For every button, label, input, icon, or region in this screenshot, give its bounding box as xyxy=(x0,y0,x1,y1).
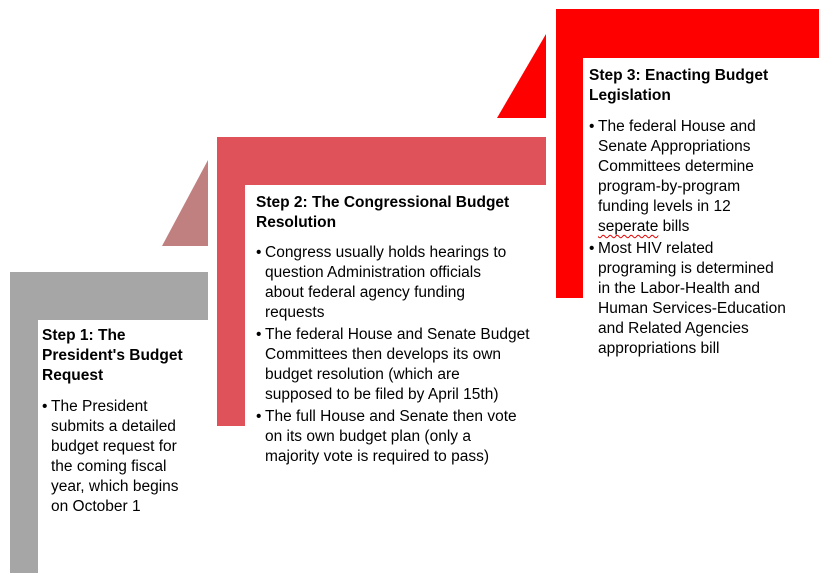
step3-bullet-text-tail: bills xyxy=(658,218,690,235)
step2-bullet-list xyxy=(256,243,556,469)
bullet-icon: • xyxy=(589,240,595,257)
step2-title: Step 2: The Congressional Budget Resolution xyxy=(256,194,510,231)
bullet-icon: • xyxy=(42,398,48,415)
bullet-icon: • xyxy=(589,118,595,135)
step2-bullet-text: Congress usually holds hearings to question Administration officials about federal agency funding requests xyxy=(265,244,507,321)
bullet-icon: • xyxy=(256,244,262,261)
step3-bullet-list xyxy=(589,117,821,361)
step3-bullet-item xyxy=(589,117,821,237)
spellcheck-misspelled-word: seperate xyxy=(598,218,659,235)
step2-bullet-text: The full House and Senate then vote on its own budget plan (only a majority vote is required to pass) xyxy=(265,408,517,465)
step2-bullet-item xyxy=(256,325,556,405)
step1-bullet-text: The President submits a detailed budget request for the coming fiscal year, which begins on October 1 xyxy=(51,398,179,515)
step1-bullet-list xyxy=(42,397,212,519)
step3-bullet-text: The federal House and Senate Appropriations Committees determine program-by-program funding levels in 12 xyxy=(598,118,756,215)
step2-bullet-text: The federal House and Senate Budget Committees then develops its own budget resolution (which are supposed to be filed by April 15th) xyxy=(265,326,530,403)
step3-title: Step 3: Enacting Budget Legislation xyxy=(589,67,769,104)
bullet-icon: • xyxy=(256,326,262,343)
step2-bullet-item xyxy=(256,243,556,323)
bullet-icon: • xyxy=(256,408,262,425)
step3-bullet-item xyxy=(589,239,821,359)
step2-bullet-item xyxy=(256,407,556,467)
step1-bullet-item xyxy=(42,397,212,517)
step3-bullet-text: Most HIV related programing is determined in the Labor-Health and Human Services-Education and Related Agencies appropriations bill xyxy=(598,240,786,357)
step1-title: Step 1: The President's Budget Request xyxy=(42,327,183,384)
